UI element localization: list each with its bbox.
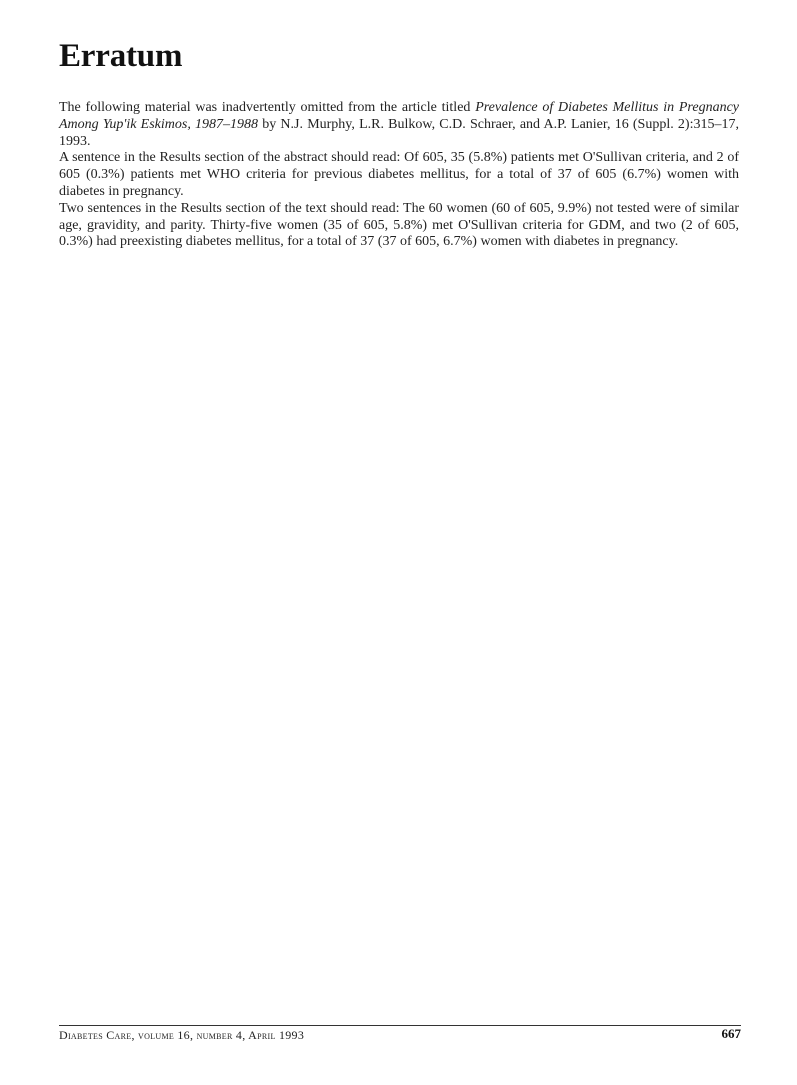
paragraph-abstract-correction: A sentence in the Results section of the abstract should read: Of 605, 35 (5.8%) patients met O'Sullivan criteria, and 2 of 605 (0.3%) patients met WHO criteria for previous diabetes mellitus, for a total of 37 of 605 (6.7%) women with diabetes in pregnancy. [59, 150, 739, 199]
footer-journal-info: Diabetes Care, volume 16, number 4, April 1993 [59, 1028, 305, 1042]
paragraph-citation-text: by N.J. Murphy, L.R. Bulkow, C.D. Schraer, and A.P. Lanier, 16 (Suppl. 2):315–17, 1993. [59, 116, 739, 149]
article-body [59, 100, 739, 251]
paragraph-text-correction: Two sentences in the Results section of the text should read: The 60 women (60 of 605, 9.9%) not tested were of similar age, gravidity, and parity. Thirty-five women (35 of 605, 5.8%) met O'Sullivan criteria for GDM, and two (2 of 605, 0.3%) had preexisting diabetes mellitus, for a total of 37 (37 of 605, 6.7%) women with diabetes in pregnancy. [59, 200, 739, 250]
page-title: Erratum [59, 38, 183, 74]
article-title-reference: Prevalence of Diabetes Mellitus in Pregnancy Among Yup'ik Eskimos, 1987–1988 [59, 100, 739, 132]
footer-divider [59, 1025, 741, 1026]
footer-page-number: 667 [721, 1026, 741, 1041]
paragraph-omission-notice [59, 100, 739, 150]
paragraph-intro-text: The following material was inadvertently omitted from the article titled [59, 100, 476, 115]
